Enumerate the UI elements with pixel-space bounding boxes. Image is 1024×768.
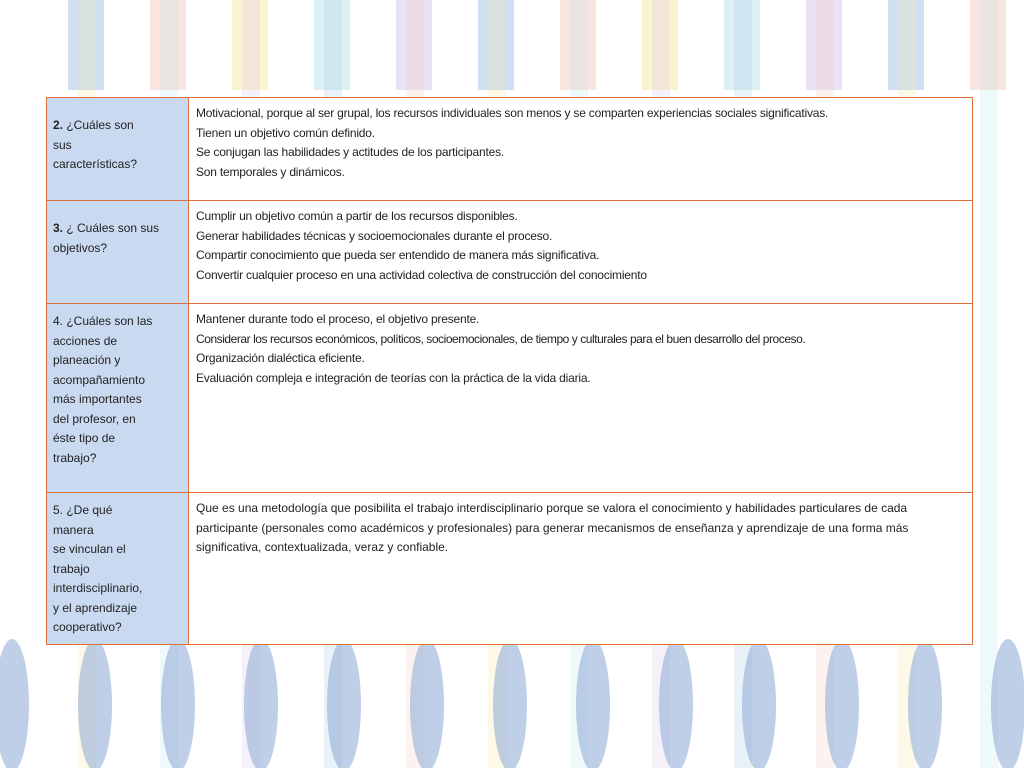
answer-cell	[189, 201, 973, 304]
answer-line: Compartir conocimiento que pueda ser entendido de manera más significativa.	[196, 248, 600, 262]
background-oval	[576, 639, 610, 768]
answer-line: Considerar los recursos económicos, políticos, socioemocionales, de tiempo y culturales para el buen desarrollo del proceso.	[196, 331, 806, 346]
table-row	[47, 201, 973, 304]
question-number: 5.	[53, 503, 64, 517]
table-row	[47, 304, 973, 493]
background-oval	[161, 639, 195, 768]
background-oval	[327, 639, 361, 768]
question-cell	[47, 493, 189, 645]
background-oval	[410, 639, 444, 768]
question-cell	[47, 201, 189, 304]
answer-line: Generar habilidades técnicas y socioemocionales durante el proceso.	[196, 228, 553, 243]
background-oval	[244, 639, 278, 768]
question-text: ¿Cuáles son las acciones de planeación y acompañamiento más importantes del profesor, en éste tipo de trabajo?	[53, 314, 153, 465]
background-oval	[493, 639, 527, 768]
background-oval	[0, 639, 29, 768]
answer-paragraph: Que es una metodología que posibilita el trabajo interdisciplinario porque se valora el conocimiento y habilidades particulares de cada participante (personales como académicos y profesionales) para generar mecanismos de enseñanza y aprendizaje de una forma más significativa, contextualizada, veraz y confiable.	[196, 501, 909, 554]
answer-line: Son temporales y dinámicos.	[196, 164, 345, 179]
table-row	[47, 98, 973, 201]
background-stripe	[980, 0, 998, 768]
qa-table	[46, 97, 973, 645]
background-oval	[825, 639, 859, 768]
answer-line: Evaluación compleja e integración de teorías con la práctica de la vida diaria.	[196, 370, 591, 385]
background-oval	[908, 639, 942, 768]
background-oval	[659, 639, 693, 768]
answer-line: Tienen un objetivo común definido.	[196, 125, 375, 140]
question-cell	[47, 98, 189, 201]
answer-line: Motivacional, porque al ser grupal, los recursos individuales son menos y se comparten experiencias sociales significativas.	[196, 106, 829, 120]
question-text: ¿De qué manera se vinculan el trabajo interdisciplinario, y el aprendizaje cooperativo?	[53, 503, 143, 634]
question-number: 4.	[53, 314, 64, 328]
answer-line: Organización dialéctica eficiente.	[196, 351, 365, 365]
answer-line: Se conjugan las habilidades y actitudes de los participantes.	[196, 145, 505, 159]
table-row	[47, 493, 973, 645]
question-cell	[47, 304, 189, 493]
background-oval	[78, 639, 112, 768]
answer-line: Mantener durante todo el proceso, el objetivo presente.	[196, 312, 480, 326]
answer-cell	[189, 304, 973, 493]
answer-line: Convertir cualquier proceso en una actividad colectiva de construcción del conocimiento	[196, 267, 647, 282]
background-ovals	[0, 639, 1024, 768]
answer-line: Cumplir un objetivo común a partir de los recursos disponibles.	[196, 209, 518, 223]
answer-cell	[189, 493, 973, 645]
question-number: 2.	[53, 118, 64, 132]
answer-cell	[189, 98, 973, 201]
question-text: ¿ Cuáles son sus objetivos?	[53, 221, 160, 255]
question-text: ¿Cuáles son sus características?	[53, 118, 138, 171]
background-oval	[742, 639, 776, 768]
question-number: 3.	[53, 221, 64, 235]
